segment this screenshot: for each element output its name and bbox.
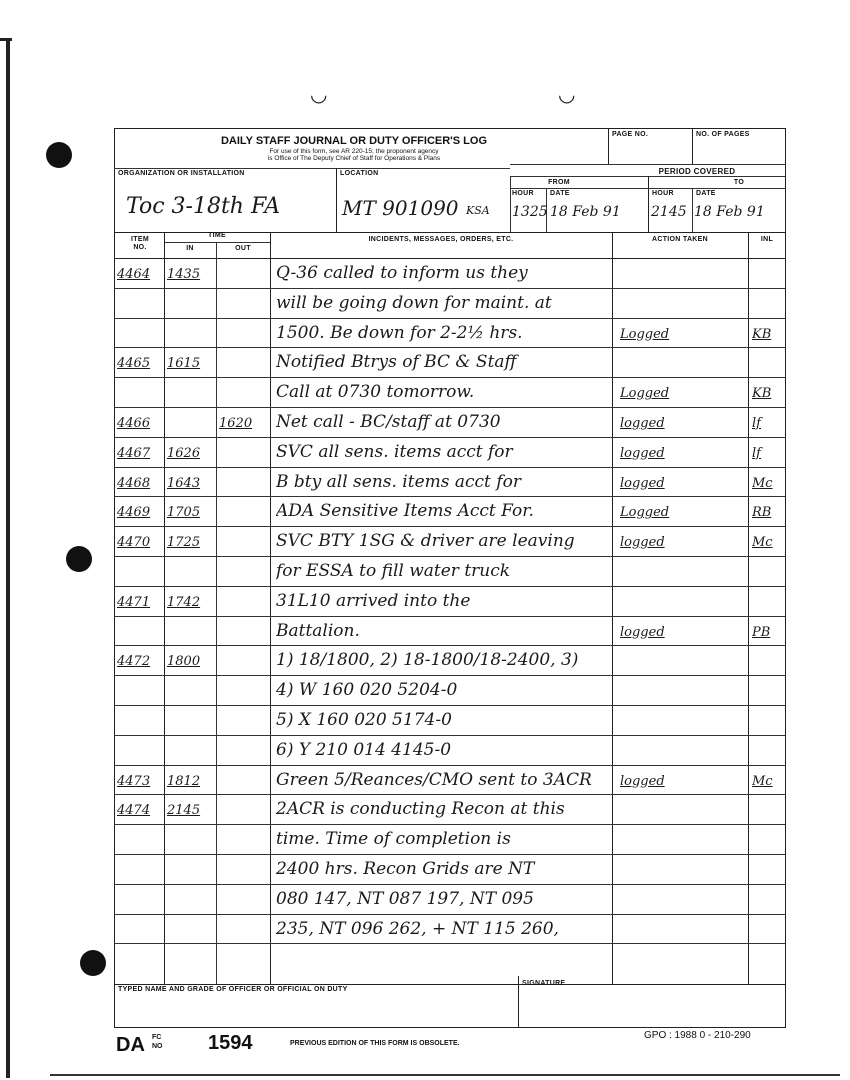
org-label: ORGANIZATION OR INSTALLATION: [118, 170, 245, 177]
item-no-cell: 4466: [117, 416, 151, 431]
incident-cell: Net call - BC/staff at 0730: [276, 412, 501, 432]
table-row: [114, 467, 786, 497]
incident-cell: 4) W 160 020 5204-0: [276, 680, 458, 701]
table-row: [114, 854, 786, 884]
action-cell: logged: [620, 535, 665, 551]
table-row: [114, 496, 786, 526]
typed-name-label: TYPED NAME AND GRADE OF OFFICER OR OFFICIAL ON DUTY: [118, 986, 348, 993]
signature-label: SIGNATURE: [522, 980, 566, 987]
no-label: NO.: [133, 244, 147, 251]
time-label: TIME: [208, 232, 226, 239]
to-date-value: 18 Feb 91: [694, 204, 765, 220]
in-label: IN: [186, 245, 194, 252]
page-bottom-line: [50, 1074, 840, 1076]
item-no-cell: 4464: [117, 267, 151, 282]
incident-cell: Call at 0730 tomorrow.: [276, 382, 475, 403]
incident-cell: 2400 hrs. Recon Grids are NT: [276, 859, 535, 879]
action-cell: logged: [620, 624, 665, 640]
incident-cell: 235, NT 096 262, + NT 115 260,: [276, 918, 559, 939]
mark: ◡: [558, 82, 576, 106]
initials-cell: KB: [752, 326, 772, 342]
table-row: [114, 288, 786, 318]
action-cell: Logged: [620, 505, 670, 521]
punch-hole: [46, 142, 72, 168]
item-no-cell: 4474: [117, 803, 151, 819]
incident-cell: will be going down for maint. at: [276, 292, 552, 313]
action-cell: Logged: [620, 326, 670, 342]
item-no-cell: 4467: [117, 445, 151, 461]
left-edge-bar: [6, 38, 10, 1078]
mark: ◡: [310, 82, 328, 106]
initials-cell: Mc: [752, 773, 773, 789]
incident-cell: SVC BTY 1SG & driver are leaving: [276, 531, 575, 552]
incident-cell: Notified Btrys of BC & Staff: [276, 352, 517, 373]
incident-cell: Battalion.: [276, 620, 360, 641]
initials-cell: lf: [752, 416, 761, 431]
table-row: [114, 616, 786, 646]
table-row: [114, 556, 786, 586]
incident-cell: 5) X 160 020 5174-0: [276, 710, 452, 730]
incident-cell: for ESSA to fill water truck: [276, 561, 511, 581]
form-title: DAILY STAFF JOURNAL OR DUTY OFFICER'S LOG: [220, 135, 488, 147]
action-label: ACTION TAKEN: [652, 236, 708, 243]
time-in-cell: 2145: [167, 803, 201, 819]
from-date-label: DATE: [550, 190, 570, 197]
action-cell: logged: [620, 773, 665, 789]
incidents-label: INCIDENTS, MESSAGES, ORDERS, ETC.: [368, 236, 514, 243]
action-cell: Logged: [620, 386, 670, 402]
action-cell: logged: [620, 475, 665, 491]
table-row: [114, 377, 786, 407]
form-no: NO: [152, 1043, 163, 1050]
incident-cell: B bty all sens. items acct for: [276, 471, 521, 492]
period-covered-label: PERIOD COVERED: [658, 167, 736, 176]
time-out-cell: 1620: [219, 416, 253, 431]
action-cell: logged: [620, 445, 665, 461]
table-row: [114, 526, 786, 556]
previous-edition-note: PREVIOUS EDITION OF THIS FORM IS OBSOLETE.: [290, 1040, 460, 1047]
item-no-cell: 4471: [117, 594, 151, 610]
incident-cell: 2ACR is conducting Recon at this: [276, 799, 565, 820]
time-in-cell: 1705: [167, 505, 201, 521]
incident-cell: 1) 18/1800, 2) 18-1800/18-2400, 3): [276, 650, 579, 671]
item-no-cell: 4468: [117, 475, 151, 491]
from-hour-value: 1325: [512, 204, 548, 220]
table-row: [114, 794, 786, 824]
form-subtitle: For use of this form, see AR 220-15; the proponent agency: [269, 148, 439, 155]
incident-cell: ADA Sensitive Items Acct For.: [276, 501, 534, 522]
incident-cell: 080 147, NT 087 197, NT 095: [276, 888, 534, 909]
time-in-cell: 1742: [167, 594, 201, 610]
from-date-value: 18 Feb 91: [550, 204, 621, 220]
location-suffix: KSA: [466, 204, 490, 217]
initials-cell: Mc: [752, 475, 773, 491]
table-row: [114, 258, 786, 288]
table-row: [114, 884, 786, 914]
from-hour-label: HOUR: [512, 190, 534, 197]
incident-cell: 6) Y 210 014 4145-0: [276, 739, 452, 760]
from-label: FROM: [548, 179, 570, 186]
item-label: ITEM: [131, 236, 149, 243]
time-in-cell: 1643: [167, 475, 201, 491]
no-of-pages-label: NO. OF PAGES: [696, 131, 750, 138]
table-row: [114, 765, 786, 795]
table-row: [114, 824, 786, 854]
action-cell: logged: [620, 416, 665, 431]
location-label: LOCATION: [340, 170, 379, 177]
form-subtitle: is Office of The Deputy Chief of Staff for Operations & Plans: [267, 155, 441, 162]
incident-cell: Q-36 called to inform us they: [276, 263, 528, 283]
item-no-cell: 4470: [117, 535, 151, 551]
table-row: [114, 318, 786, 348]
incident-cell: 1500. Be down for 2-2½ hrs.: [276, 322, 523, 343]
initials-cell: PB: [752, 624, 771, 640]
incident-cell: SVC all sens. items acct for: [276, 441, 513, 462]
page-no-label: PAGE NO.: [612, 131, 649, 138]
time-in-cell: 1435: [167, 267, 201, 282]
to-hour-value: 2145: [651, 204, 687, 220]
location-value: MT 901090: [342, 196, 459, 220]
initials-cell: Mc: [752, 535, 773, 551]
incident-cell: time. Time of completion is: [276, 829, 511, 850]
punch-hole: [80, 950, 106, 976]
item-no-cell: 4469: [117, 505, 151, 521]
incident-cell: 31L10 arrived into the: [276, 590, 471, 611]
row-divider: [114, 943, 786, 944]
table-row: [114, 735, 786, 765]
table-row: [114, 586, 786, 616]
form-id: DA: [116, 1034, 145, 1056]
org-value: Toc 3-18th FA: [126, 194, 281, 219]
table-row: [114, 407, 786, 437]
initials-cell: RB: [752, 505, 772, 521]
top-edge-mark: [0, 38, 12, 41]
out-label: OUT: [235, 245, 251, 252]
item-no-cell: 4473: [117, 773, 151, 789]
form-fc: FC: [152, 1034, 162, 1041]
form-number: 1594: [208, 1032, 253, 1054]
table-row: [114, 645, 786, 675]
item-no-cell: 4472: [117, 654, 151, 670]
time-in-cell: 1615: [167, 356, 201, 372]
time-in-cell: 1725: [167, 535, 201, 551]
table-row: [114, 347, 786, 377]
item-no-cell: 4465: [117, 356, 151, 372]
table-row: [114, 705, 786, 735]
table-row: [114, 675, 786, 705]
time-in-cell: 1800: [167, 654, 201, 670]
initials-cell: lf: [752, 445, 761, 461]
duty-log-form: [114, 128, 786, 1028]
time-in-cell: 1626: [167, 445, 201, 461]
table-row: [114, 437, 786, 467]
to-date-label: DATE: [696, 190, 716, 197]
incident-cell: Green 5/Reances/CMO sent to 3ACR: [276, 769, 592, 790]
to-label: TO: [733, 179, 745, 186]
gpo-mark: GPO : 1988 0 - 210-290: [644, 1030, 751, 1041]
time-in-cell: 1812: [167, 773, 201, 789]
punch-hole: [66, 546, 92, 572]
inl-label: INL: [760, 236, 774, 243]
to-hour-label: HOUR: [652, 190, 674, 197]
initials-cell: KB: [752, 386, 772, 402]
table-row: [114, 914, 786, 944]
